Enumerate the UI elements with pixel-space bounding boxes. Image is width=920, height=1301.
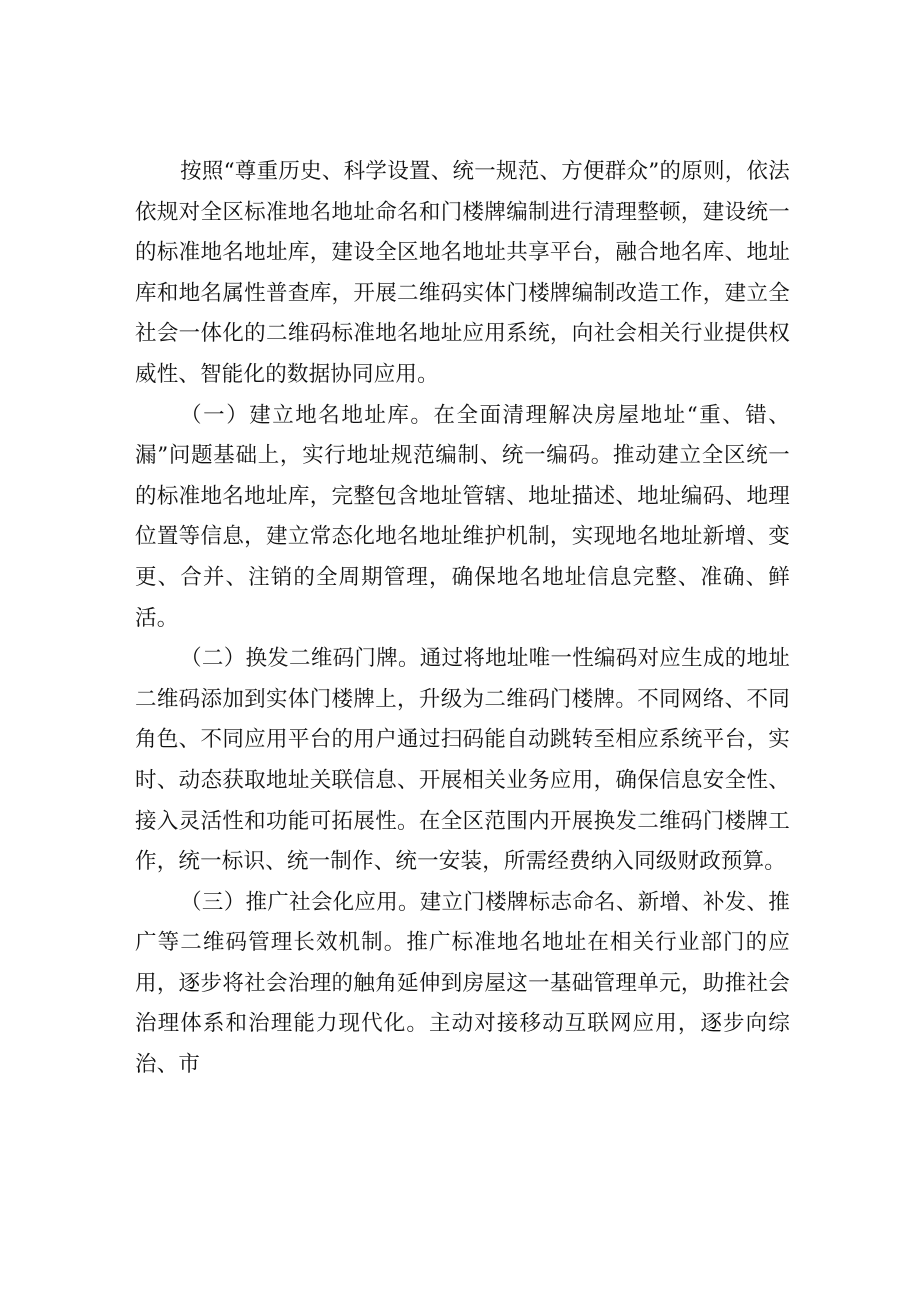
section-heading-2: （二）换发二维码门牌。	[180, 646, 420, 672]
paragraph-text: 建立门楼牌标志命名、新增、补发、推广等二维码管理长效机制。推广标准地名地址在相关行业部门的应用，逐步将社会治理的触角延伸到房屋这一基础管理单元，助推社会治理体系和治理能力现代化。主动对接移动互联网应用，逐步向综治、市	[135, 889, 791, 1078]
paragraph-text: 按照“尊重历史、科学设置、统一规范、方便群众”的原则，依法依规对全区标准地名地址命名和门楼牌编制进行清理整顿，建设统一的标准地名地址库，建设全区地名地址共享平台，融合地名库、地址库和地名属性普查库，开展二维码实体门楼牌编制改造工作，建立全社会一体化的二维码标准地名地址应用系统，向社会相关行业提供权威性、智能化的数据协同应用。	[135, 159, 790, 387]
paragraph-section-1	[135, 396, 790, 640]
paragraph-text: 在全面清理解决房屋地址“重、错、漏”问题基础上，实行地址规范编制、统一编码。推动建立全区统一的标准地名地址库，完整包含地址管辖、地址描述、地址编码、地理位置等信息，建立常态化地名地址维护机制，实现地名地址新增、变更、合并、注销的全周期管理，确保地名地址信息完整、准确、鲜活。	[135, 402, 790, 631]
section-heading-1: （一）建立地名地址库。	[180, 402, 434, 428]
paragraph-intro	[135, 152, 790, 396]
section-heading-3: （三）推广社会化应用。	[180, 889, 420, 915]
paragraph-section-2	[135, 639, 790, 883]
document-body	[135, 152, 790, 1086]
paragraph-text: 通过将地址唯一性编码对应生成的地址二维码添加到实体门楼牌上，升级为二维码门楼牌。不同网络、不同角色、不同应用平台的用户通过扫码能自动跳转至相应系统平台，实时、动态获取地址关联信息、开展相关业务应用，确保信息安全性、接入灵活性和功能可拓展性。在全区范围内开展换发二维码门楼牌工作，统一标识、统一制作、统一安装，所需经费纳入同级财政预算。	[135, 646, 791, 875]
paragraph-section-3	[135, 883, 790, 1086]
